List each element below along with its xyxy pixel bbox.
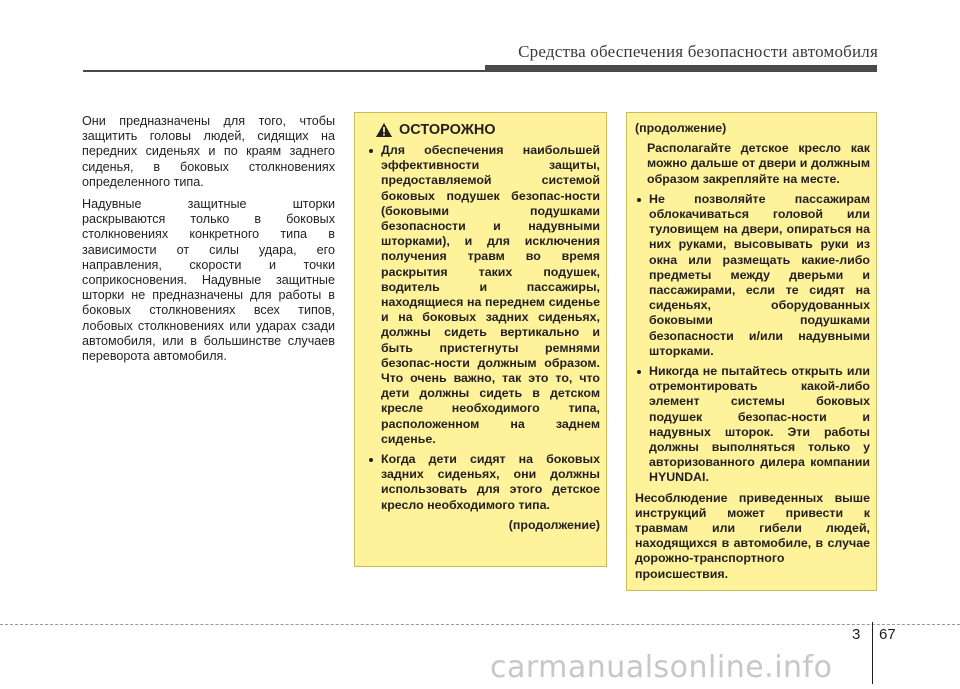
warning-triangle-icon (375, 122, 393, 138)
warning-bullet: Для обеспечения наибольшей эффективности защиты, предоставляемой системой боковых подушек безопас-ности (боковыми подушками безопасности и надувными шторками), и для исключения получения травм во время раскрытия таких подушек, водитель и пассажиры, находящиеся на переднем сиденье и на боковых задних сиденьях, должны сидеть вертикально и быть пристегнуты ремнями безопас-ности должным образом. Что очень важно, так это то, что дети должны сидеть в детском кресле необходимого типа, расположенном на заднем сиденье. (367, 143, 600, 447)
page-header-title: Средства обеспечения безопасности автомобиля (518, 42, 878, 61)
warning-box (354, 112, 607, 567)
warning-bullet: Никогда не пытайтесь открыть или отремонтировать какой-либо элемент системы боковых подушек безопас-ности и надувных шторок. Эти работы должны выполняться только у авторизованного дилера компании HYUNDAI. (635, 364, 870, 486)
warning-bullet: Когда дети сидят на боковых задних сиденьях, они должны использовать для этого детское кресло необходимого типа. (367, 452, 600, 513)
header-rule (83, 70, 485, 72)
body-paragraph: Они предназначены для того, чтобы защитить головы людей, сидящих на передних сиденьях и по краям заднего сиденья, в боковых столкновениях определенного типа. (82, 114, 335, 189)
footer-rule (0, 624, 960, 625)
warning-heading (375, 122, 600, 138)
warning-bullet: Не позволяйте пассажирам облокачиваться головой или туловищем на двери, опираться на них руками, высовывать руки из окна или размещать какие-либо предметы между дверьми и пассажирами, если те сидят на сиденьях, оборудованных боковыми подушками безопасности и/или надувными шторками. (635, 192, 870, 359)
warning-title: ОСТОРОЖНО (399, 122, 496, 138)
page-number-separator (872, 622, 873, 684)
body-paragraph: Надувные защитные шторки раскрываются только в боковых столкновениях конкретного типа в зависимости от силы удара, его направления, скорости и точки соприкосновения. Надувные защитные шторки не предназначены для работы в боковых столкновениях всех типов, лобовых столкновениях или ударах сзади автомобиля, или в большинстве случаев переворота автомобиля. (82, 197, 335, 364)
closing-warning-text: Несоблюдение приведенных выше инструкций может привести к травмам или гибели людей, находящихся в автомобиле, в случае дорожно-транспортного происшествия. (635, 490, 870, 581)
page-number: 67 (879, 626, 896, 643)
left-column (82, 114, 335, 371)
continued-label: (продолжение) (508, 517, 600, 532)
continued-warning-box (626, 112, 877, 591)
watermark: carmanualsonline.info (490, 650, 833, 685)
continued-lead-text: Располагайте детское кресло как можно дальше от двери и должным образом закрепляйте на месте. (647, 141, 870, 186)
continued-label: (продолжение) (635, 121, 727, 135)
section-number: 3 (852, 626, 861, 643)
header-rule-thick (485, 65, 877, 72)
